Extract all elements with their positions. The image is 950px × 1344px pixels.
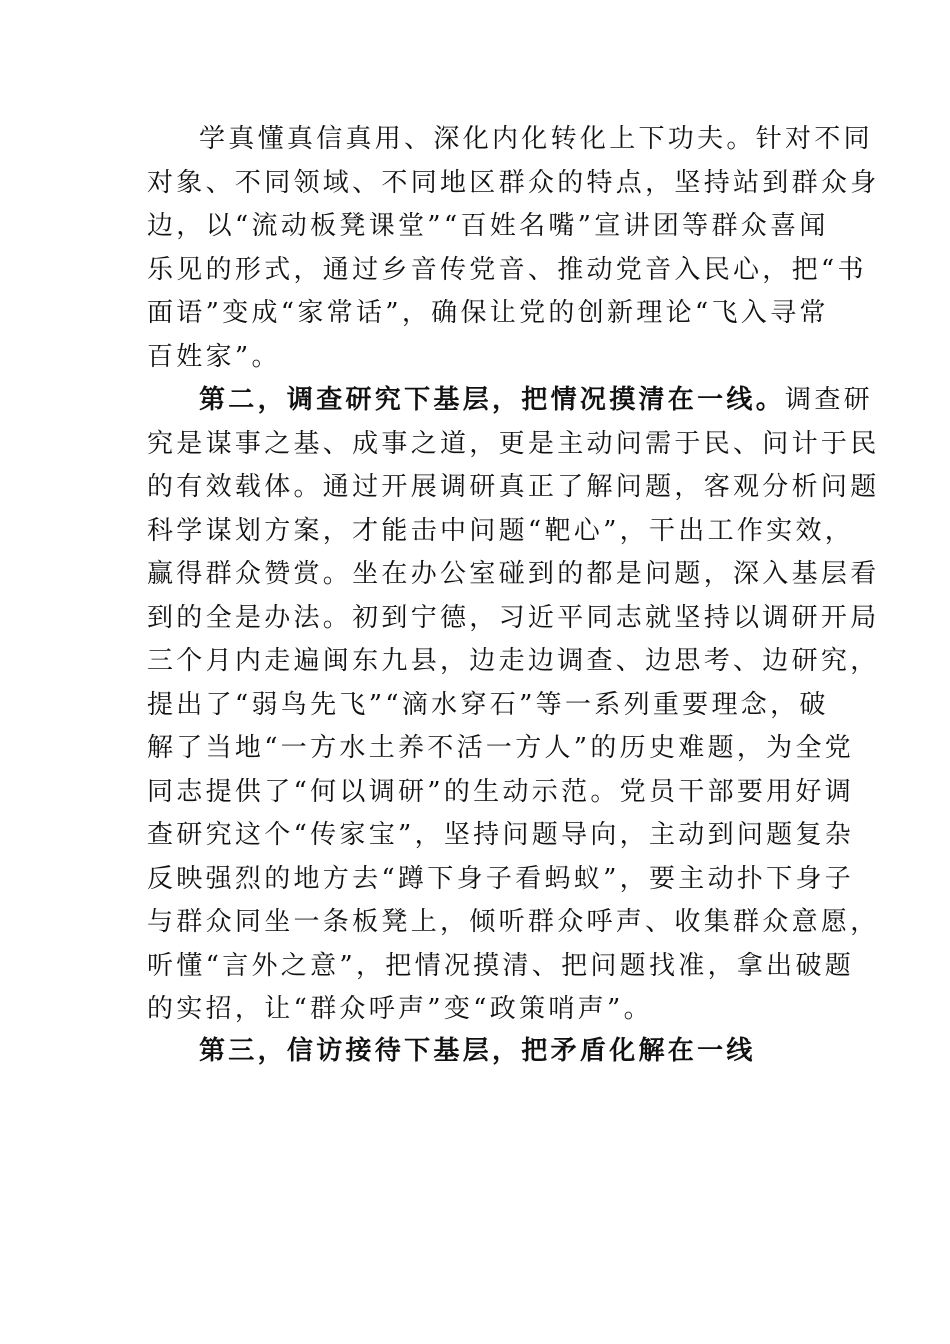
paragraph-line: 的有效载体。通过开展调研真正了解问题，客观分析问题 — [147, 472, 880, 502]
paragraph-line: 听懂“言外之意”，把情况摸清、把问题找准，拿出破题 — [147, 950, 855, 981]
paragraph-line: 乐见的形式，通过乡音传党音、推动党音入民心，把“书 — [147, 254, 867, 285]
section-heading-2: 第二，调查研究下基层，把情况摸清在一线。 — [199, 385, 786, 415]
paragraph-line: 的实招，让“群众呼声”变“政策哨声”。 — [147, 994, 653, 1024]
paragraph-line: 同志提供了“何以调研”的生动示范。党员干部要用好调 — [147, 776, 855, 807]
paragraph-line: 反映强烈的地方去“蹲下身子看蚂蚁”，要主动扑下身子 — [147, 863, 855, 894]
paragraph-line: 究是谋事之基、成事之道，更是主动问需于民、问计于民 — [147, 428, 880, 459]
paragraph-line: 提出了“弱鸟先飞”“滴水穿石”等一系列重要理念，破 — [147, 689, 829, 720]
paragraph-text: 调查研 — [785, 385, 873, 415]
paragraph-2 — [147, 379, 880, 1032]
section-heading-3: 第三，信访接待下基层，把矛盾化解在一线 — [199, 1036, 756, 1066]
paragraph-line: 与群众同坐一条板凳上，倾听群众呼声、收集群众意愿， — [147, 907, 880, 937]
paragraph-line: 三个月内走遍闽东九县，边走边调查、边思考、边研究， — [147, 646, 880, 676]
paragraph-line: 面语”变成“家常话”，确保让党的创新理论“飞入寻常 — [147, 298, 829, 328]
paragraph-1 — [147, 118, 880, 379]
paragraph-line: 赢得群众赞赏。坐在办公室碰到的都是问题，深入基层看 — [147, 559, 880, 589]
paragraph-line: 查研究这个“传家宝”，坚持问题导向，主动到问题复杂 — [147, 820, 855, 850]
paragraph-line: 解了当地“一方水土养不活一方人”的历史难题，为全党 — [147, 733, 855, 763]
paragraph-line: 边，以“流动板凳课堂”“百姓名嘴”宣讲团等群众喜闻 — [147, 211, 829, 241]
paragraph-3 — [147, 1030, 807, 1074]
paragraph-line: 科学谋划方案，才能击中问题“靶心”，干出工作实效， — [147, 515, 855, 546]
paragraph-line: 到的全是办法。初到宁德，习近平同志就坚持以调研开局 — [147, 602, 880, 633]
paragraph-line: 百姓家”。 — [147, 341, 281, 372]
paragraph-line: 学真懂真信真用、深化内化转化上下功夫。针对不同 — [199, 124, 873, 154]
paragraph-line: 对象、不同领域、不同地区群众的特点，坚持站到群众身 — [147, 167, 880, 198]
paragraph-first-line — [147, 379, 873, 423]
